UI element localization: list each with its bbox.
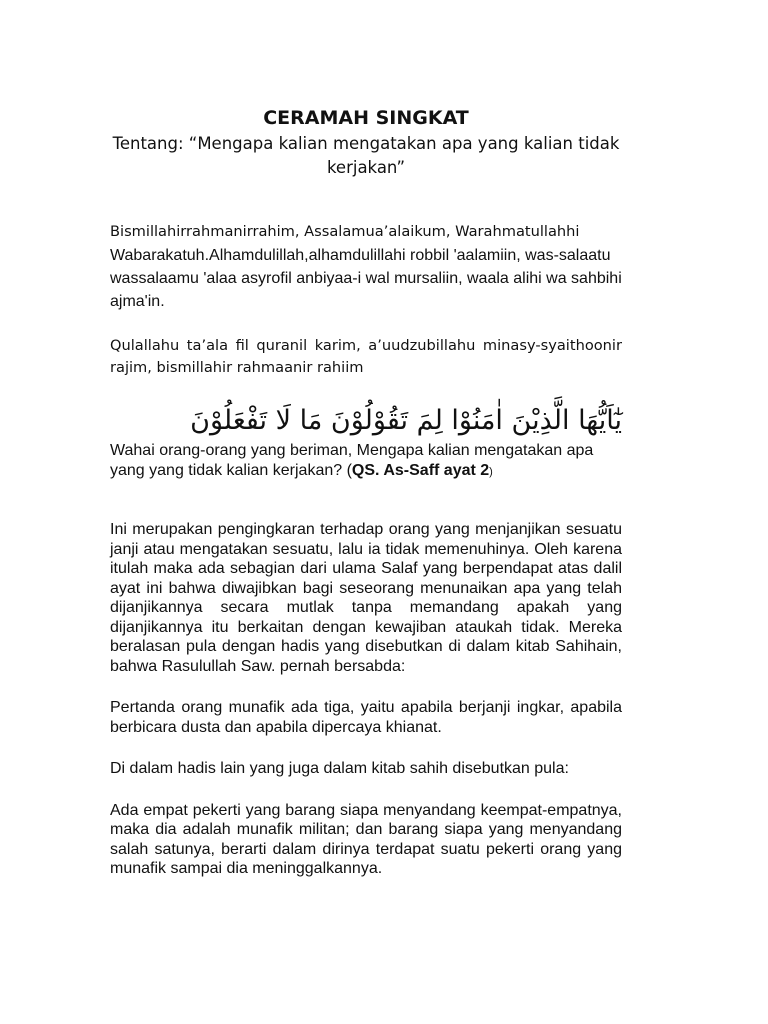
body-paragraph-3: Di dalam hadis lain yang juga dalam kitab sahih disebutkan pula: — [110, 760, 569, 777]
greeting-line-2: Wabarakatuh.Alhamdulillah,alhamdulillahi robbil 'aalamiin, was-salaatu wassalaamu 'alaa asyrofil anbiyaa-i wal mursaliin, waala alihi wa sahbihi ajma'in. — [110, 247, 622, 310]
greeting-paragraph — [110, 220, 622, 313]
body-paragraph-4: Ada empat pekerti yang barang siapa menyandang keempat-empatnya, maka dia adalah munafik militan; dan barang siapa yang menyandang salah satunya, berarti dalam dirinya terdapat suatu pekerti orang yang munafik sampai dia meninggalkannya. — [110, 801, 622, 877]
verse-translation — [110, 441, 622, 482]
body-paragraph-1: Ini merupakan pengingkaran terhadap orang yang menjanjikan sesuatu janji atau mengatakan sesuatu, lalu ia tidak memenuhinya. Oleh karena itulah maka ada sebagian dari ulama Salaf yang berpendapat atas dalil ayat ini bahwa diwajibkan bagi seseorang menunaikan apa yang telah dijanjikannya secara mutlak tanpa memandang apakah yang dijanjikannya itu berkaitan dengan kewajiban ataukah tidak. Mereka beralasan pula dengan hadis yang disebutkan di dalam kitab Sahihain, bahwa Rasulullah Saw. pernah bersabda: — [110, 521, 622, 675]
verse-translation-text: Wahai orang-orang yang beriman, Mengapa kalian mengatakan apa yang yang tidak kalian kerjakan? ( — [110, 442, 594, 479]
verse-reference-close: ) — [489, 466, 493, 478]
body-paragraph-2: Pertanda orang munafik ada tiga, yaitu apabila berjanji ingkar, apabila berbicara dusta dan apabila dipercaya khianat. — [110, 699, 622, 736]
opening-paragraph: Qulallahu ta’ala fil quranil karim, a’uudzubillahu minasy-syaithoonir rajim, bismillahir rahmaanir rahiim — [110, 337, 622, 376]
quran-verse-arabic: يٰٓاَيُّهَا الَّذِيْنَ اٰمَنُوْا لِمَ تَقُوْلُوْنَ مَا لَا تَفْعَلُوْنَ — [190, 405, 622, 436]
document-title: CERAMAH SINGKAT — [263, 107, 469, 129]
document-subtitle: Tentang: “Mengapa kalian mengatakan apa yang kalian tidak kerjakan” — [112, 134, 620, 177]
greeting-line-1: Bismillahirrahmanirrahim, Assalamua’alaikum, Warahmatullahhi — [110, 223, 580, 240]
verse-reference: QS. As-Saff ayat 2 — [351, 462, 490, 479]
document-page — [110, 104, 622, 879]
